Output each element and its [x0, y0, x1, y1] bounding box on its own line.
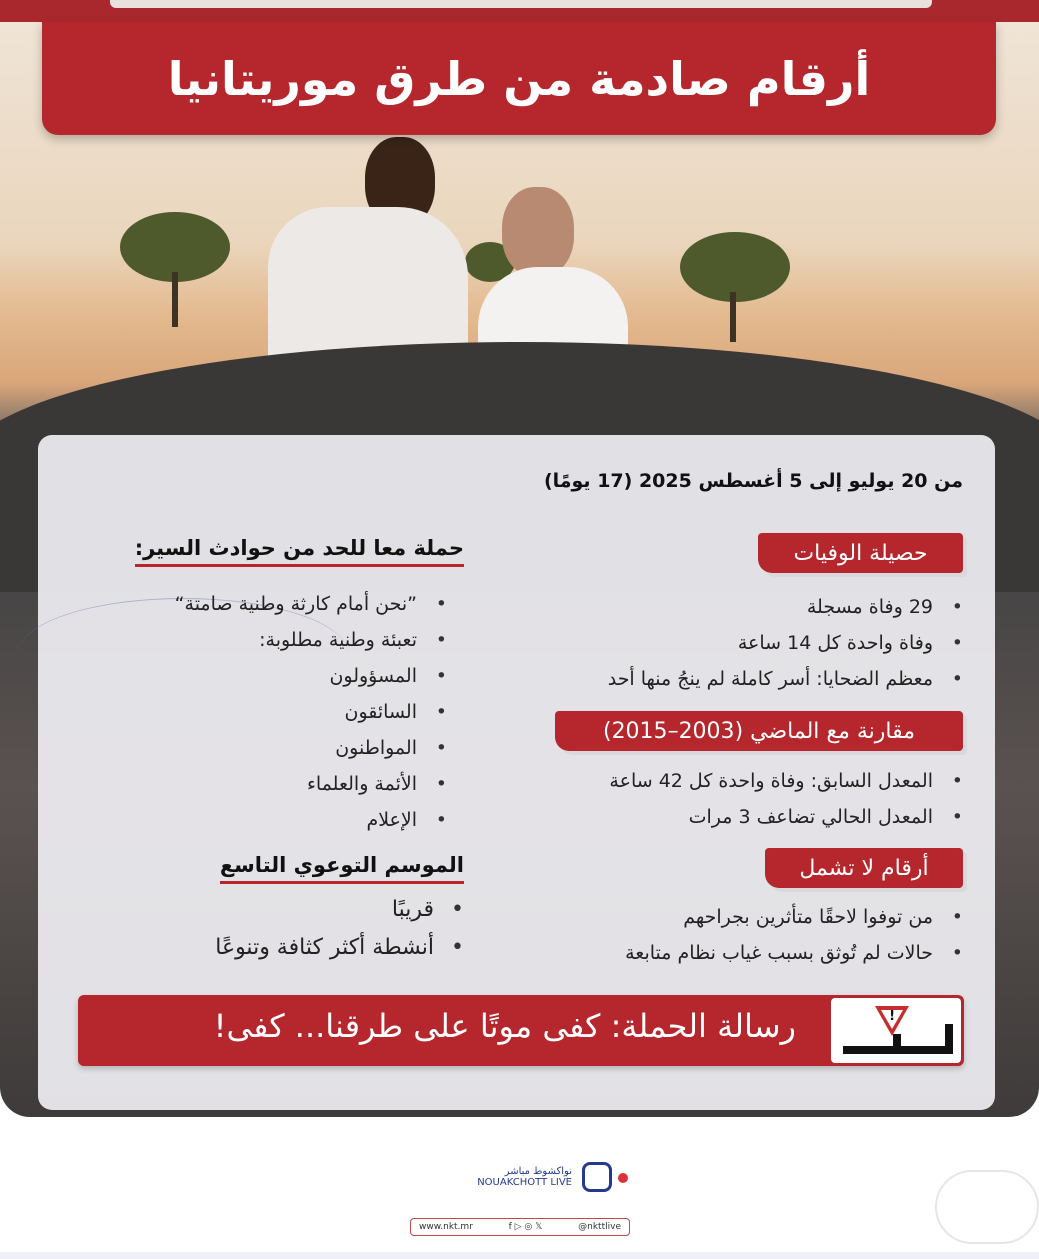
list-item: • الإعلام [175, 802, 447, 838]
top-strip [0, 0, 1039, 22]
excluded-heading: أرقام لا تشمل [765, 848, 963, 888]
social-handle[interactable]: @nkttlive [578, 1222, 621, 1232]
excluded-list [625, 899, 963, 971]
list-item: • ”نحن أمام كارثة وطنية صامتة“ [175, 586, 447, 622]
person-2-head [502, 187, 574, 277]
chat-bubble-icon [582, 1162, 612, 1192]
brand-name-en: NOUAKCHOTT LIVE [477, 1177, 572, 1188]
list-item: • المسؤولون [175, 658, 447, 694]
campaign-message: رسالة الحملة: كفى موتًا على طرقنا... كفى! [213, 1007, 796, 1045]
footer-brand-logo [432, 1162, 612, 1192]
comparison-list [609, 763, 963, 835]
list-item: • الأئمة والعلماء [175, 766, 447, 802]
list-item: • وفاة واحدة كل 14 ساعة [608, 625, 963, 661]
top-strip-inner [110, 0, 932, 8]
social-icons: f ▷ ◎ 𝕏 [508, 1222, 543, 1232]
list-item: • السائقون [175, 694, 447, 730]
list-item: • معظم الضحايا: أسر كاملة لم ينجُ منها أحد [608, 661, 963, 697]
list-item: • 29 وفاة مسجلة [608, 589, 963, 625]
deaths-list [608, 589, 963, 697]
season-heading: الموسم التوعوي التاسع [220, 853, 464, 884]
period-text: من 20 يوليو إلى 5 أغسطس 2025 (17 يومًا) [543, 470, 963, 492]
list-item: • من توفوا لاحقًا متأثرين بجراحهم [625, 899, 963, 935]
tree-trunk-1 [172, 272, 178, 327]
logo-stroke [893, 1034, 901, 1054]
comparison-heading: مقارنة مع الماضي (2003–2015) [555, 711, 963, 751]
brand-name [477, 1166, 572, 1188]
list-item: • أنشطة أكثر كثافة وتنوعًا [215, 929, 464, 967]
list-item: • تعبئة وطنية مطلوبة: [175, 622, 447, 658]
footer-social-bar [410, 1218, 630, 1236]
title-banner [42, 22, 996, 135]
campaign-message-bar [78, 995, 964, 1066]
list-item: • المعدل السابق: وفاة واحدة كل 42 ساعة [609, 763, 963, 799]
list-item: • المعدل الحالي تضاعف 3 مرات [609, 799, 963, 835]
campaign-list [175, 586, 447, 838]
exclamation-icon: ! [889, 1009, 895, 1024]
deaths-heading: حصيلة الوفيات [758, 533, 963, 573]
campaign-logo [831, 998, 961, 1063]
bottom-line [0, 1252, 1039, 1259]
season-list [215, 891, 464, 967]
campaign-heading: حملة معا للحد من حوادث السير: [135, 536, 464, 567]
website-link[interactable]: www.nkt.mr [419, 1222, 473, 1232]
brand-name-ar: نواكشوط مباشر [504, 1166, 572, 1177]
decorative-curve-footer [935, 1170, 1039, 1244]
list-item: • المواطنون [175, 730, 447, 766]
list-item: • قريبًا [215, 891, 464, 929]
tree-trunk-2 [730, 292, 736, 342]
page-title: أرقام صادمة من طرق موريتانيا [167, 51, 871, 106]
list-item: • حالات لم تُوثق بسبب غياب نظام متابعة [625, 935, 963, 971]
live-dot-icon [618, 1173, 628, 1183]
